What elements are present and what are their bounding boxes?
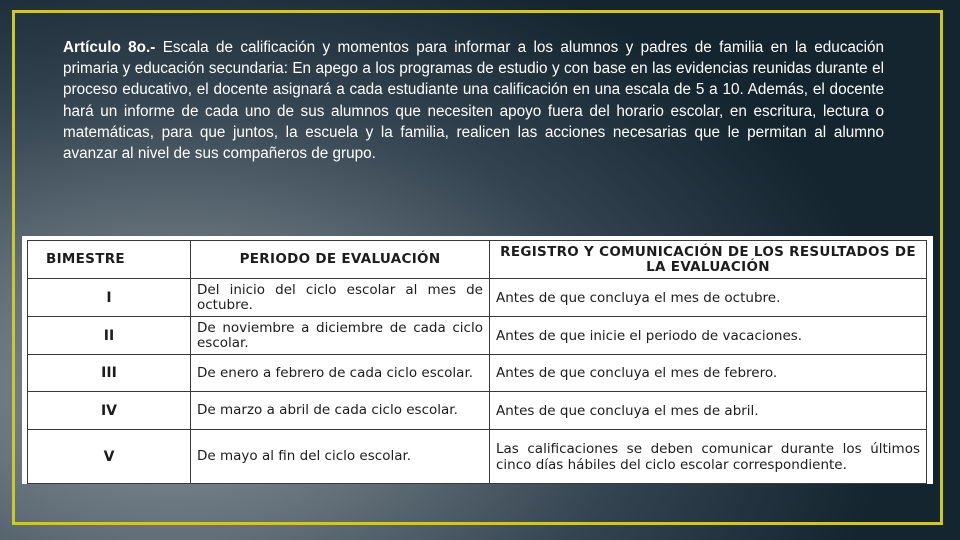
table-row	[28, 430, 927, 484]
periodo-cell: De marzo a abril de cada ciclo escolar.	[191, 392, 490, 430]
registro-cell: Antes de que concluya el mes de abril.	[490, 392, 927, 430]
evaluation-table-container	[22, 236, 933, 484]
bimestre-cell: V	[28, 430, 191, 484]
periodo-cell: Del inicio del ciclo escolar al mes de octubre.	[191, 279, 490, 317]
registro-cell: Antes de que concluya el mes de octubre.	[490, 279, 927, 317]
registro-cell: Las calificaciones se deben comunicar durante los últimos cinco días hábiles del ciclo escolar correspondiente.	[490, 430, 927, 484]
evaluation-table	[27, 240, 927, 484]
bimestre-cell: III	[28, 355, 191, 392]
table-header-row	[28, 241, 927, 279]
article-text: Escala de calificación y momentos para informar a los alumnos y padres de familia en la educación primaria y educación secundaria: En apego a los programas de estudio y con base en las evidencias reunidas durante el proceso educativo, el docente asignará a cada estudiante una calificación en una escala de 5 a 10. Además, el docente hará un informe de cada uno de sus alumnos que necesiten apoyo fuera del horario escolar, en escritura, lectura o matemáticas, para que juntos, la escuela y la familia, realicen las acciones necesarias que le permitan al alumno avanzar al nivel de sus compañeros de grupo.	[63, 39, 884, 163]
periodo-cell: De noviembre a diciembre de cada ciclo escolar.	[191, 317, 490, 355]
article-paragraph	[63, 37, 884, 164]
article-heading: Artículo 8o.-	[63, 39, 156, 56]
registro-cell: Antes de que inicie el periodo de vacaciones.	[490, 317, 927, 355]
registro-cell: Antes de que concluya el mes de febrero.	[490, 355, 927, 392]
bimestre-cell: I	[28, 279, 191, 317]
header-registro: REGISTRO Y COMUNICACIÓN DE LOS RESULTADOS DE LA EVALUACIÓN	[490, 241, 927, 279]
bimestre-cell: IV	[28, 392, 191, 430]
table-row	[28, 392, 927, 430]
table-row	[28, 355, 927, 392]
table-row	[28, 279, 927, 317]
periodo-cell: De enero a febrero de cada ciclo escolar.	[191, 355, 490, 392]
header-periodo: PERIODO DE EVALUACIÓN	[191, 241, 490, 279]
periodo-cell: De mayo al fin del ciclo escolar.	[191, 430, 490, 484]
table-row	[28, 317, 927, 355]
header-bimestre: BIMESTRE	[28, 241, 191, 279]
bimestre-cell: II	[28, 317, 191, 355]
